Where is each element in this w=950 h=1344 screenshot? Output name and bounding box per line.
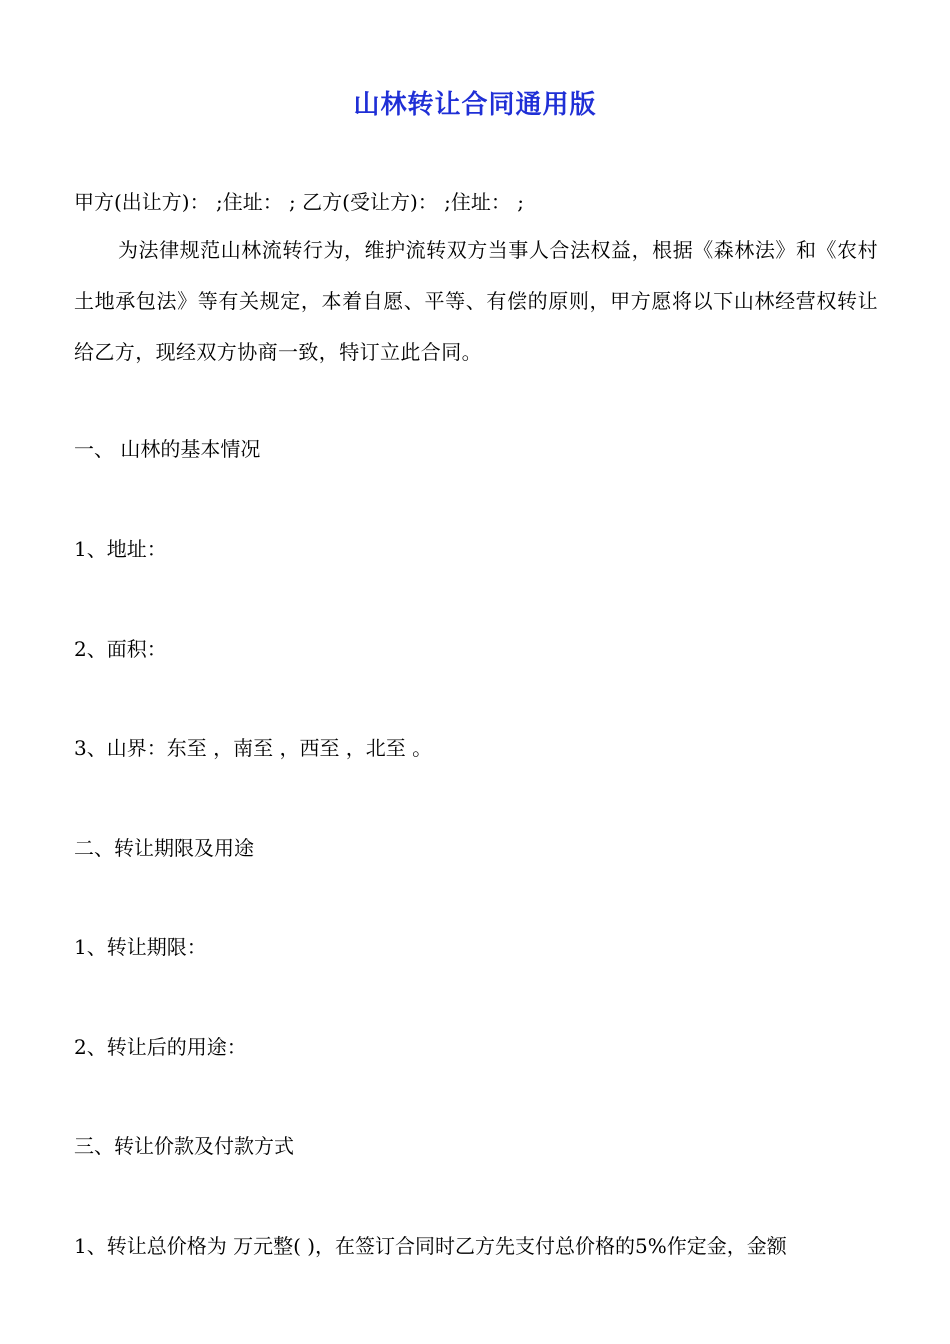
list-item-address: 1、地址： [74,537,167,561]
list-item-boundaries: 3、山界：东至 ，南至 ，西至 ，北至 。 [74,736,433,760]
list-item-price: 1、转让总价格为 万元整( )，在签订合同时乙方先支付总价格的5%作定金，金额 [74,1234,787,1258]
section-heading-2: 二、转让期限及用途 [74,836,254,860]
list-item-area: 2、面积： [74,637,167,661]
list-item-usage: 2、转让后的用途： [74,1035,247,1059]
section-heading-3: 三、转让价款及付款方式 [74,1134,294,1158]
intro-paragraph: 为法律规范山林流转行为，维护流转双方当事人合法权益，根据《森林法》和《农村土地承包法》等有关规定，本着自愿、平等、有偿的原则，甲方愿将以下山林经营权转让给乙方，现经双方协商一致，特订立此合同。 [74,238,878,364]
parties-line: 甲方(出让方)： ;住址： ; 乙方(受让方)： ;住址： ; [74,190,524,214]
document-title: 山林转让合同通用版 [353,90,597,120]
list-item-term: 1、转让期限： [74,935,207,959]
section-heading-1: 一、 山林的基本情况 [74,437,261,461]
